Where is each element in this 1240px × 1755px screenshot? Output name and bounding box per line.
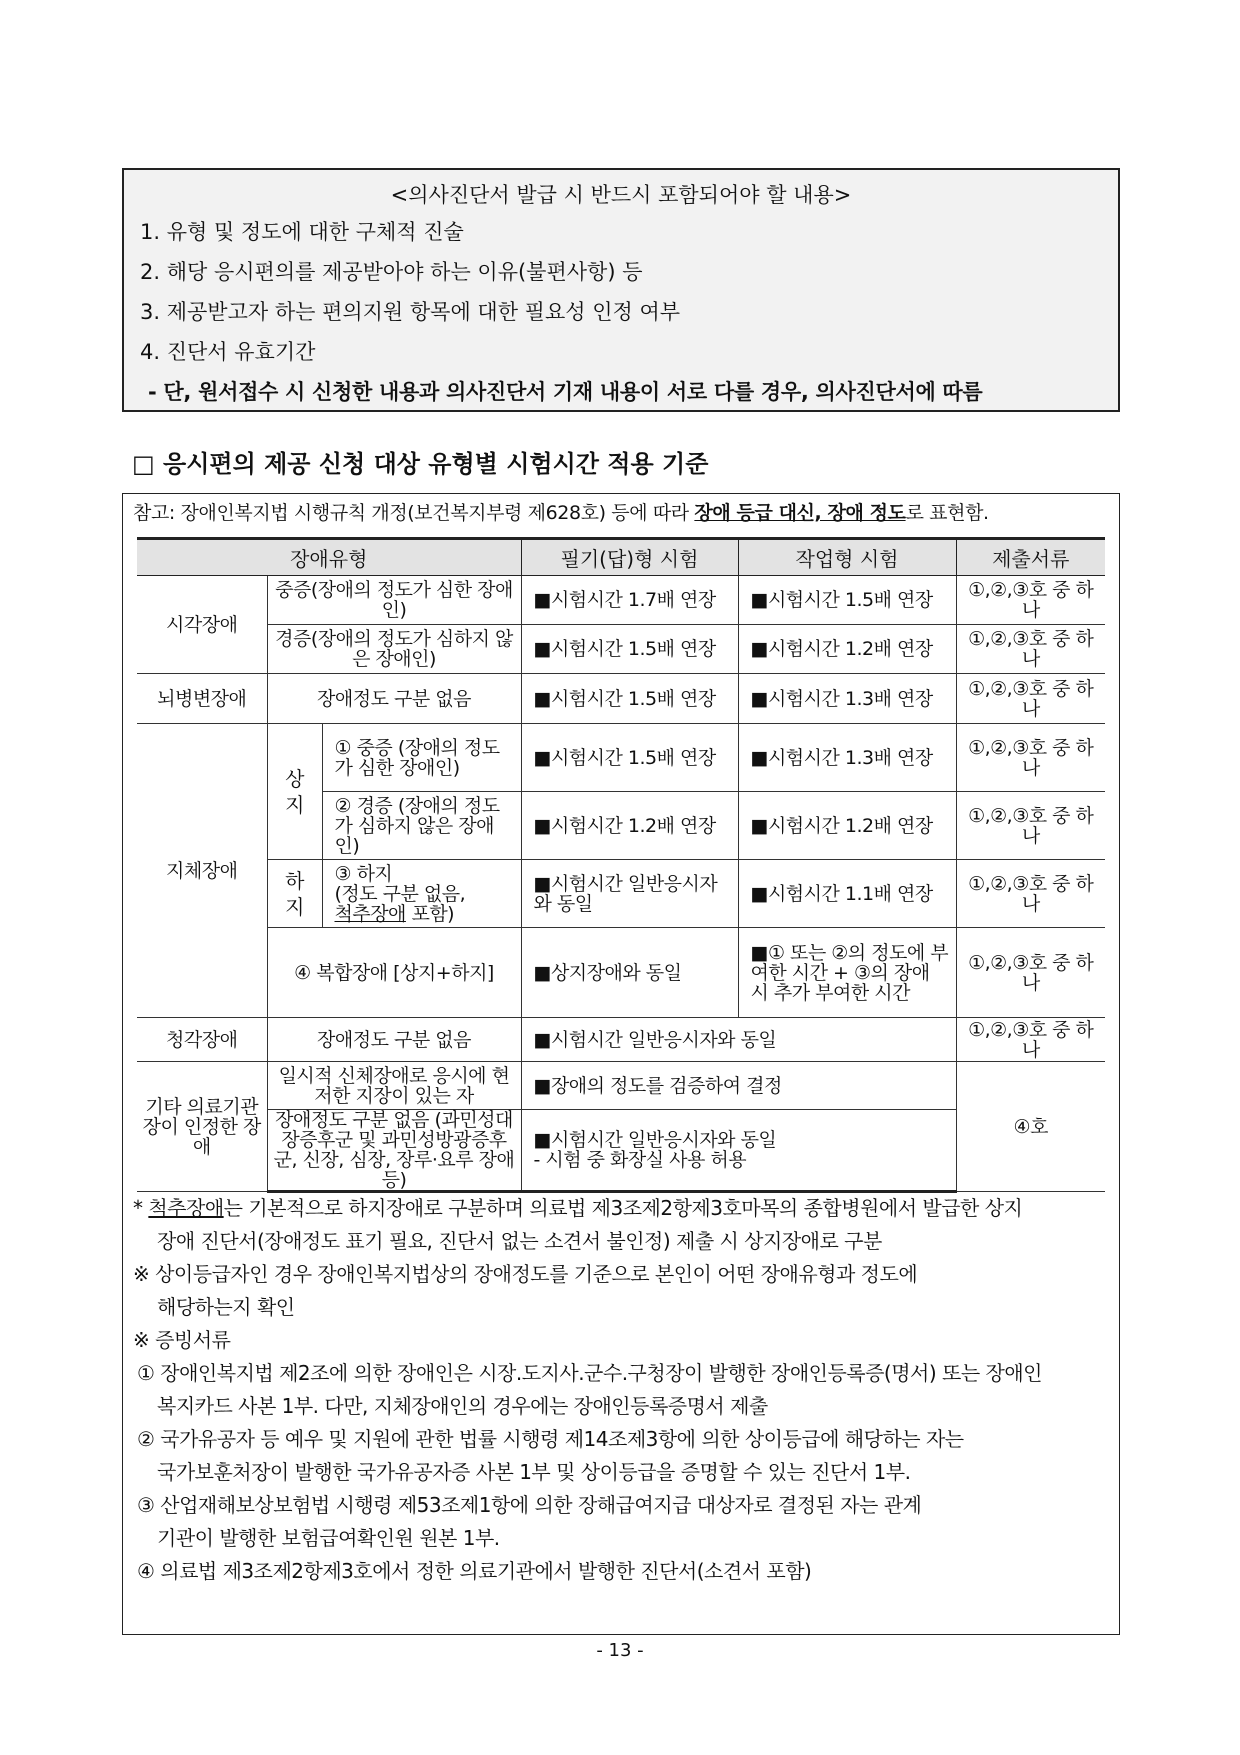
practical-cell: ■시험시간 1.2배 연장	[738, 625, 956, 674]
written-cell: ■시험시간 1.5배 연장	[521, 674, 738, 724]
table-row	[137, 928, 1105, 1018]
list-item: 1. 유형 및 정도에 대한 구체적 진술	[140, 220, 464, 244]
docs-cell: ①,②,③호 중 하나	[956, 674, 1105, 724]
column-header: 작업형 시험	[738, 539, 956, 576]
type-cell: ② 경증 (장애의 정도가 심하지 않은 장애인)	[322, 792, 521, 860]
type-cell: 장애정도 구분 없음 (과민성대장증후군 및 과민성방광증후군, 신장, 심장, 장루·요루 장애 등)	[267, 1110, 521, 1192]
table-row	[137, 1062, 1105, 1110]
written-cell: ■시험시간 1.5배 연장	[521, 724, 738, 792]
written-cell: ■시험시간 일반응시자와 동일	[521, 860, 738, 928]
box-title: <의사진단서 발급 시 반드시 포함되어야 할 내용>	[390, 183, 852, 207]
evidence-doc-2: ② 국가유공자 등 예우 및 지원에 관한 법률 시행령 제14조제3항에 의한 상이등급에 해당하는 자는	[137, 1427, 964, 1451]
evidence-doc-3: ③ 산업재해보상보험법 시행령 제53조제1항에 의한 장해급여지급 대상자로 결정된 자는 관계	[137, 1493, 922, 1517]
type-cell: 장애정도 구분 없음	[267, 1018, 521, 1062]
lower-limb-label: 하 지	[267, 860, 322, 928]
both-cell: ■장애의 정도를 검증하여 결정	[521, 1062, 956, 1110]
practical-cell: ■시험시간 1.1배 연장	[738, 860, 956, 928]
section-heading: □ 응시편의 제공 신청 대상 유형별 시험시간 적용 기준	[132, 450, 709, 478]
type-cell: ④ 복합장애 [상지+하지]	[267, 928, 521, 1018]
docs-cell: ①,②,③호 중 하나	[956, 792, 1105, 860]
footnote-ref2: ※ 증빙서류	[133, 1328, 231, 1352]
docs-cell: ①,②,③호 중 하나	[956, 625, 1105, 674]
column-header: 필기(답)형 시험	[521, 539, 738, 576]
evidence-doc-2-cont: 국가보훈처장이 발행한 국가유공자증 사본 1부 및 상이등급을 증명할 수 있는 진단서 1부.	[157, 1460, 911, 1484]
type-cell: 일시적 신체장애로 응시에 현저한 지장이 있는 자	[267, 1062, 521, 1110]
practical-cell: ■시험시간 1.3배 연장	[738, 674, 956, 724]
box-note: - 단, 원서접수 시 신청한 내용과 의사진단서 기재 내용이 서로 다를 경우, 의사진단서에 따름	[148, 380, 983, 404]
footnote-ref1-cont: 해당하는지 확인	[157, 1295, 295, 1319]
category-cell: 뇌병변장애	[137, 674, 267, 724]
type-cell: 중증(장애의 정도가 심한 장애인)	[267, 576, 521, 625]
table-header-row	[137, 539, 1105, 576]
column-header: 장애유형	[137, 539, 521, 576]
docs-cell: ①,②,③호 중 하나	[956, 928, 1105, 1018]
evidence-doc-1-cont: 복지카드 사본 1부. 다만, 지체장애인의 경우에는 장애인등록증명서 제출	[157, 1394, 768, 1418]
written-cell: ■상지장애와 동일	[521, 928, 738, 1018]
criteria-box	[122, 493, 1120, 1635]
practical-cell: ■시험시간 1.5배 연장	[738, 576, 956, 625]
category-cell: 시각장애	[137, 576, 267, 674]
practical-cell: ■시험시간 1.3배 연장	[738, 724, 956, 792]
written-cell: ■시험시간 1.2배 연장	[521, 792, 738, 860]
reference-note: 참고: 장애인복지법 시행규칙 개정(보건복지부령 제628호) 등에 따라 장애 등급 대신, 장애 정도로 표현함.	[133, 502, 989, 524]
spinal-underline: 척추장애	[334, 902, 406, 925]
type-cell: 장애정도 구분 없음	[267, 674, 521, 724]
evidence-doc-3-cont: 기관이 발행한 보험급여확인원 원본 1부.	[157, 1526, 500, 1550]
docs-cell: ①,②,③호 중 하나	[956, 724, 1105, 792]
docs-cell: ①,②,③호 중 하나	[956, 1018, 1105, 1062]
docs-cell: ①,②,③호 중 하나	[956, 576, 1105, 625]
type-cell: 경증(장애의 정도가 심하지 않은 장애인)	[267, 625, 521, 674]
category-cell: 지체장애	[137, 724, 267, 1018]
footnote-spinal-cont: 장애 진단서(장애정도 표기 필요, 진단서 없는 소견서 불인정) 제출 시 상지장애로 구분	[157, 1229, 882, 1253]
category-cell: 기타 의료기관장이 인정한 장애	[137, 1062, 267, 1192]
written-cell: ■시험시간 1.5배 연장	[521, 625, 738, 674]
written-cell: ■시험시간 1.7배 연장	[521, 576, 738, 625]
both-cell: ■시험시간 일반응시자와 동일 - 시험 중 화장실 사용 허용	[521, 1110, 956, 1192]
footnote-ref1: ※ 상이등급자인 경우 장애인복지법상의 장애정도를 기준으로 본인이 어떤 장애유형과 정도에	[133, 1262, 918, 1286]
type-cell: ③ 하지 (정도 구분 없음, 척추장애 포함)	[322, 860, 521, 928]
table-row	[137, 625, 1105, 674]
list-item: 4. 진단서 유효기간	[140, 340, 316, 364]
reference-emphasis: 장애 등급 대신, 장애 정도	[694, 502, 906, 524]
table-row	[137, 1018, 1105, 1062]
docs-cell: ④호	[956, 1062, 1105, 1192]
criteria-table	[137, 537, 1105, 1193]
column-header: 제출서류	[956, 539, 1105, 576]
practical-cell: ■시험시간 1.2배 연장	[738, 792, 956, 860]
evidence-doc-1: ① 장애인복지법 제2조에 의한 장애인은 시장.도지사.군수.구청장이 발행한 장애인등록증(명서) 또는 장애인	[137, 1361, 1042, 1385]
both-cell: ■시험시간 일반응시자와 동일	[521, 1018, 956, 1062]
list-item: 3. 제공받고자 하는 편의지원 항목에 대한 필요성 인정 여부	[140, 300, 681, 324]
evidence-doc-4: ④ 의료법 제3조제2항제3호에서 정한 의료기관에서 발행한 진단서(소견서 포함)	[137, 1559, 812, 1583]
practical-cell: ■① 또는 ②의 정도에 부여한 시간 + ③의 장애 시 추가 부여한 시간	[738, 928, 956, 1018]
table-row	[137, 674, 1105, 724]
footnote-spinal: * 척추장애는 기본적으로 하지장애로 구분하며 의료법 제3조제2항제3호마목의 종합병원에서 발급한 상지	[133, 1196, 1023, 1220]
category-cell: 청각장애	[137, 1018, 267, 1062]
required-contents-box	[122, 168, 1120, 412]
page-number: - 13 -	[596, 1640, 644, 1661]
list-item: 2. 해당 응시편의를 제공받아야 하는 이유(불편사항) 등	[140, 260, 643, 284]
table-row	[137, 860, 1105, 928]
table-row	[137, 576, 1105, 625]
upper-limb-label: 상 지	[267, 724, 322, 860]
docs-cell: ①,②,③호 중 하나	[956, 860, 1105, 928]
table-row	[137, 724, 1105, 792]
type-cell: ① 중증 (장애의 정도가 심한 장애인)	[322, 724, 521, 792]
